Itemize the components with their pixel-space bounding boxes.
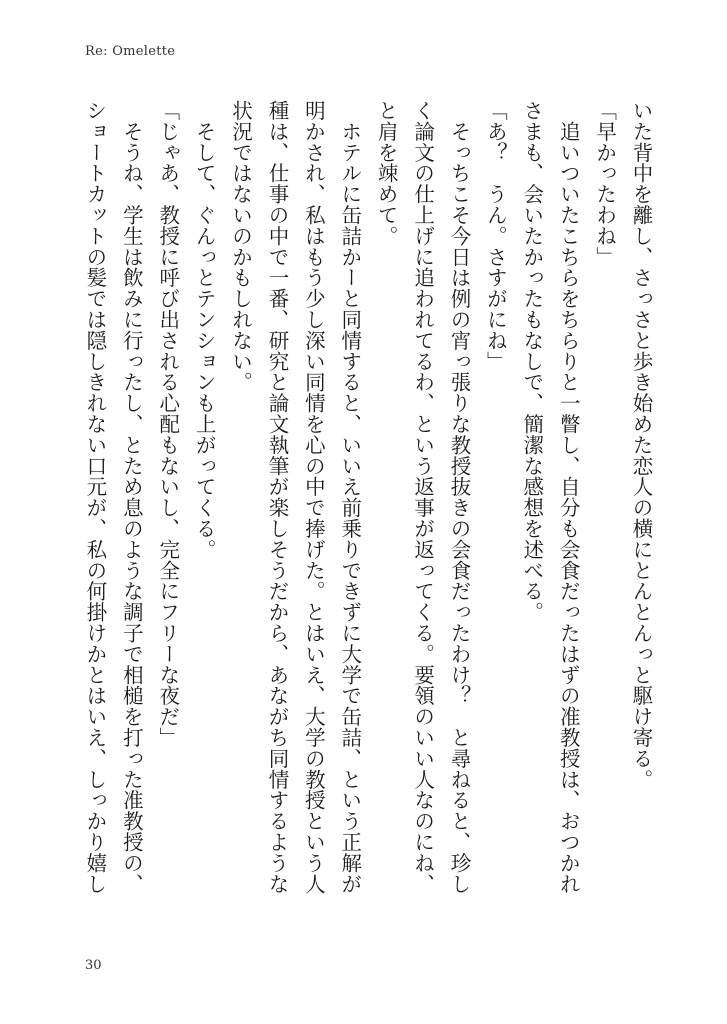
running-title: Re: Omelette: [85, 44, 176, 59]
text-line: 「じゃあ、教授に呼び出される心配もないし、完全にフリーな夜だ」: [155, 100, 180, 748]
text-line: そして、ぐんっとテンションも上がってくる。: [192, 100, 217, 560]
text-line: そっちこそ今日は例の宵っ張りな教授抜きの会食だったわけ？ と尋ねると、珍し: [446, 100, 471, 895]
text-line: さまも、会いたかったもなしで、簡潔な感想を述べる。: [519, 100, 544, 623]
text-line: 「早かったわね」: [592, 100, 617, 268]
text-line: 追いついたこちらをちらりと一瞥し、自分も会食だったはずの准教授は、おつかれ: [556, 100, 581, 895]
text-line: ホテルに缶詰かーと同情すると、いいえ前乗りできずに大学で缶詰、という正解が: [337, 100, 362, 895]
vertical-body-text: [69, 100, 659, 940]
text-line: く論文の仕上げに追われてるわ、という返事が返ってくる。要領のいい人なのにね、: [410, 100, 435, 895]
text-line: 明かされ、私はもう少し深い同情を心の中で捧げた。とはいえ、大学の教授という人: [301, 100, 326, 895]
page-number: 30: [85, 958, 102, 973]
text-line: いた背中を離し、さっさと歩き始めた恋人の横にとんとんっと駆け寄る。: [629, 100, 653, 790]
text-line: 種は、仕事の中で一番、研究と論文執筆が楽しそうだから、あながち同情するような: [264, 100, 289, 895]
text-line: ショートカットの髪では隠しきれない口元が、私の何掛けかとはいえ、しっかり嬉し: [82, 100, 107, 895]
text-line: そうね、学生は飲みに行ったし、とため息のような調子で相槌を打った准教授の、: [119, 100, 144, 895]
text-line: 「あ？ うん。さすがにね」: [483, 100, 508, 372]
text-line: と肩を竦めて。: [374, 100, 399, 247]
text-line: 状況ではないのかもしれない。: [228, 100, 253, 393]
